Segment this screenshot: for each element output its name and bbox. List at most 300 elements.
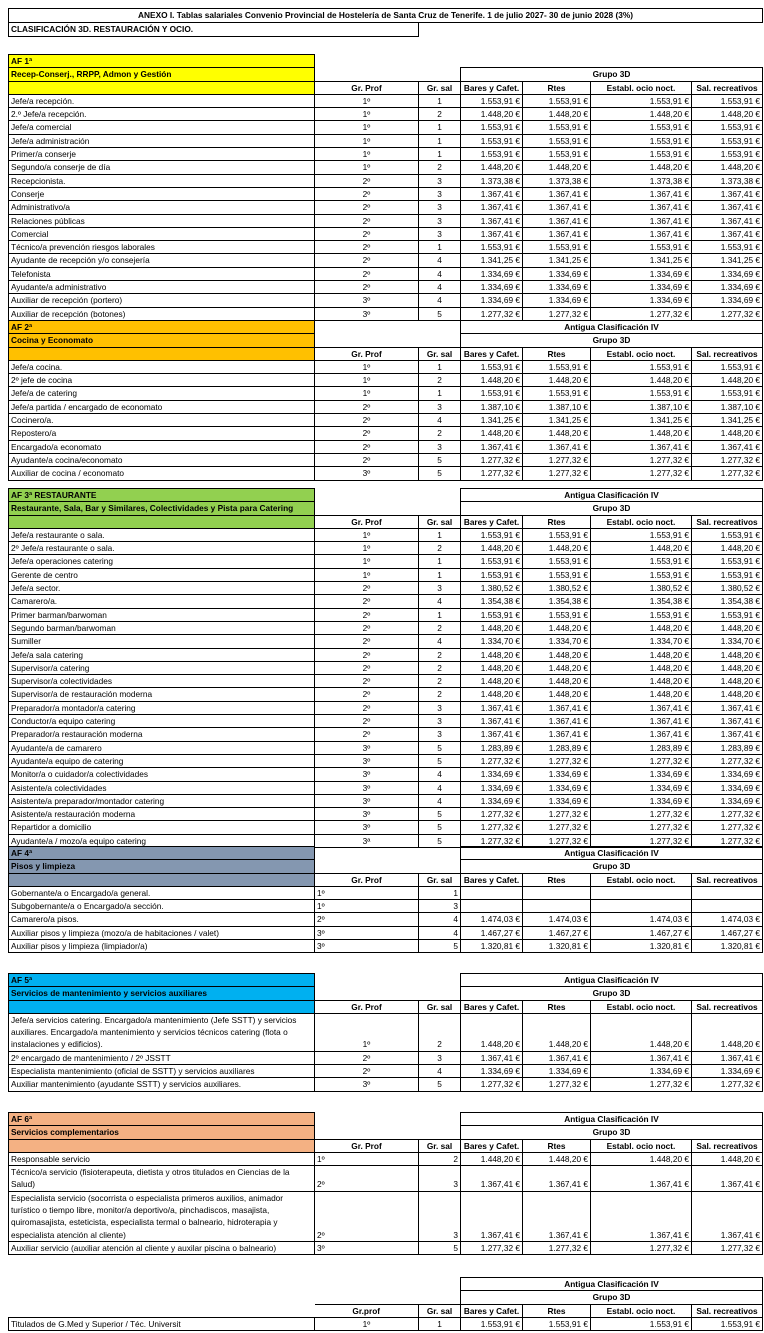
- rtes-salary: 1.277,32 €: [523, 1241, 591, 1254]
- gr-prof: 2º: [315, 453, 419, 466]
- bares-salary: 1.448,20 €: [461, 1013, 523, 1051]
- job-title: Jefe/a cocina.: [9, 360, 315, 373]
- gr-sal: 4: [419, 414, 461, 427]
- gr-prof: 2º: [315, 201, 419, 214]
- recreativos-header: Sal. recreativos: [692, 1304, 763, 1317]
- gr-prof: 2º: [315, 701, 419, 714]
- recreativos-header: Sal. recreativos: [692, 1000, 763, 1013]
- ocio-salary: 1.277,32 €: [591, 808, 692, 821]
- ocio-salary: 1.448,20 €: [591, 542, 692, 555]
- grupo-label: Grupo 3D: [461, 1291, 763, 1304]
- table-row: [9, 174, 763, 187]
- rtes-salary: 1.448,20 €: [523, 675, 591, 688]
- gr-prof: 3º: [315, 926, 419, 939]
- gr-prof: 3º: [315, 794, 419, 807]
- job-title: Preparador/a montador/a catering: [9, 701, 315, 714]
- job-title: Repostero/a: [9, 427, 315, 440]
- job-title: Comercial: [9, 227, 315, 240]
- rtes-salary: 1.334,69 €: [523, 267, 591, 280]
- recreativos-salary: 1.387,10 €: [692, 400, 763, 413]
- ocio-salary: 1.553,91 €: [591, 134, 692, 147]
- rtes-salary: 1.553,91 €: [523, 241, 591, 254]
- gr-sal-header: Gr. sal: [419, 1304, 461, 1317]
- ocio-salary: 1.334,69 €: [591, 294, 692, 307]
- rtes-salary: 1.448,20 €: [523, 1013, 591, 1051]
- table-row: [9, 542, 763, 555]
- gr-sal: 4: [419, 635, 461, 648]
- gr-sal: 3: [419, 440, 461, 453]
- table-row: [9, 121, 763, 134]
- job-title: 2.º Jefe/a recepción.: [9, 108, 315, 121]
- table-row: [9, 886, 763, 899]
- recreativos-salary: 1.341,25 €: [692, 414, 763, 427]
- bares-salary: 1.277,32 €: [461, 808, 523, 821]
- gr-prof: 3º: [315, 294, 419, 307]
- gr-sal: 2: [419, 374, 461, 387]
- rtes-header: Rtes: [523, 873, 591, 886]
- gr-sal: 2: [419, 675, 461, 688]
- gr-sal: 1: [419, 568, 461, 581]
- rtes-salary: 1.367,41 €: [523, 1191, 591, 1241]
- bares-salary: 1.367,41 €: [461, 440, 523, 453]
- recreativos-salary: 1.553,91 €: [692, 528, 763, 541]
- rtes-salary: 1.367,41 €: [523, 440, 591, 453]
- gr-sal: 4: [419, 595, 461, 608]
- recreativos-salary: 1.448,20 €: [692, 1013, 763, 1051]
- area-label: AF 2ª: [9, 321, 315, 334]
- bares-salary: 1.341,25 €: [461, 414, 523, 427]
- gr-sal: 4: [419, 781, 461, 794]
- antigua-clasificacion-label: Antigua Clasificación IV: [461, 847, 763, 860]
- rtes-salary: 1.277,32 €: [523, 834, 591, 847]
- bares-salary: [461, 900, 523, 913]
- table-row: [9, 374, 763, 387]
- rtes-salary: 1.474,03 €: [523, 913, 591, 926]
- recreativos-salary: 1.367,41 €: [692, 187, 763, 200]
- job-title: Auxiliar pisos y limpieza (mozo/a de habitaciones / valet): [9, 926, 315, 939]
- ocio-salary: 1.448,20 €: [591, 675, 692, 688]
- bares-salary: 1.448,20 €: [461, 374, 523, 387]
- gr-sal: 5: [419, 808, 461, 821]
- rtes-salary: 1.387,10 €: [523, 400, 591, 413]
- bares-salary: 1.553,91 €: [461, 528, 523, 541]
- gr-sal: 5: [419, 307, 461, 320]
- rtes-salary: 1.277,32 €: [523, 453, 591, 466]
- job-title: Ayudante/a administrativo: [9, 281, 315, 294]
- table-row: [9, 741, 763, 754]
- gr-prof: 2º: [315, 1065, 419, 1078]
- rtes-salary: 1.553,91 €: [523, 1317, 591, 1330]
- rtes-salary: 1.341,25 €: [523, 254, 591, 267]
- bares-salary: 1.448,20 €: [461, 688, 523, 701]
- grupo-label: Grupo 3D: [461, 68, 763, 81]
- gr-prof-header: Gr. Prof: [315, 873, 419, 886]
- header-row: [9, 873, 763, 886]
- rtes-salary: 1.553,91 €: [523, 360, 591, 373]
- table-row: [9, 621, 763, 634]
- job-title: Auxiliar mantenimiento (ayudante SSTT) y servicios auxiliares.: [9, 1078, 315, 1091]
- ocio-salary: 1.277,32 €: [591, 467, 692, 480]
- bares-salary: 1.553,91 €: [461, 134, 523, 147]
- header-row: [9, 81, 763, 94]
- gr-prof: 1º: [315, 108, 419, 121]
- bares-salary: 1.334,69 €: [461, 794, 523, 807]
- gr-sal: 1: [419, 608, 461, 621]
- table-row: [9, 1241, 763, 1254]
- gr-sal: 3: [419, 214, 461, 227]
- gr-sal: 1: [419, 387, 461, 400]
- ocio-salary: 1.367,41 €: [591, 728, 692, 741]
- gr-sal: 1: [419, 241, 461, 254]
- ocio-salary: 1.367,41 €: [591, 1166, 692, 1192]
- ocio-header: Establ. ocio noct.: [591, 873, 692, 886]
- rtes-header: Rtes: [523, 1304, 591, 1317]
- table-row: [9, 1152, 763, 1165]
- bares-salary: 1.553,91 €: [461, 241, 523, 254]
- grupo-label: Grupo 3D: [461, 334, 763, 347]
- gr-prof: 2º: [315, 241, 419, 254]
- ocio-salary: 1.277,32 €: [591, 821, 692, 834]
- rtes-salary: 1.367,41 €: [523, 728, 591, 741]
- table-row: [9, 1166, 763, 1192]
- rtes-salary: 1.448,20 €: [523, 161, 591, 174]
- gr-sal: 5: [419, 834, 461, 847]
- job-title: Ayudante/a / mozo/a equipo catering: [9, 834, 315, 847]
- rtes-salary: 1.553,91 €: [523, 387, 591, 400]
- recreativos-salary: 1.448,20 €: [692, 427, 763, 440]
- gr-prof: 1º: [315, 528, 419, 541]
- job-title: Auxiliar pisos y limpieza (limpiador/a): [9, 940, 315, 953]
- rtes-salary: 1.277,32 €: [523, 467, 591, 480]
- job-title: Titulados de G.Med y Superior / Téc. Universit: [9, 1317, 315, 1330]
- gr-prof: 2º: [315, 214, 419, 227]
- job-title: Jefe/a recepción.: [9, 94, 315, 107]
- recreativos-salary: 1.553,91 €: [692, 1317, 763, 1330]
- table-row: [9, 940, 763, 953]
- recreativos-salary: 1.448,20 €: [692, 675, 763, 688]
- bares-salary: 1.341,25 €: [461, 254, 523, 267]
- bares-header: Bares y Cafet.: [461, 81, 523, 94]
- bares-salary: 1.553,91 €: [461, 568, 523, 581]
- rtes-salary: 1.553,91 €: [523, 528, 591, 541]
- gr-prof: 1º: [315, 1013, 419, 1051]
- job-title: Preparador/a restauración moderna: [9, 728, 315, 741]
- recreativos-salary: 1.354,38 €: [692, 595, 763, 608]
- ocio-salary: 1.283,89 €: [591, 741, 692, 754]
- recreativos-salary: 1.448,20 €: [692, 621, 763, 634]
- gr-sal: 3: [419, 1051, 461, 1064]
- ocio-salary: 1.277,32 €: [591, 1078, 692, 1091]
- recreativos-salary: 1.334,69 €: [692, 781, 763, 794]
- gr-sal: 3: [419, 1166, 461, 1192]
- gr-sal: 4: [419, 1065, 461, 1078]
- job-title: Jefe/a administración: [9, 134, 315, 147]
- bares-salary: 1.320,81 €: [461, 940, 523, 953]
- job-title: Conductor/a equipo catering: [9, 715, 315, 728]
- section-table-5: [8, 973, 763, 1092]
- gr-prof: 1º: [315, 94, 419, 107]
- recreativos-salary: 1.553,91 €: [692, 555, 763, 568]
- table-row: [9, 794, 763, 807]
- bares-salary: 1.334,69 €: [461, 267, 523, 280]
- recreativos-salary: 1.367,41 €: [692, 701, 763, 714]
- area-name: Cocina y Economato: [9, 334, 315, 347]
- bares-salary: 1.553,91 €: [461, 94, 523, 107]
- table-row: [9, 148, 763, 161]
- antigua-clasificacion-label: Antigua Clasificación IV: [461, 321, 763, 334]
- rtes-salary: 1.334,69 €: [523, 768, 591, 781]
- gr-sal: 5: [419, 453, 461, 466]
- gr-sal: 2: [419, 661, 461, 674]
- job-title: Ayudante/a de camarero: [9, 741, 315, 754]
- job-title: 2º jefe de cocina: [9, 374, 315, 387]
- table-row: [9, 134, 763, 147]
- table-row: [9, 387, 763, 400]
- ocio-header: Establ. ocio noct.: [591, 1000, 692, 1013]
- table-row: [9, 267, 763, 280]
- ocio-salary: 1.334,69 €: [591, 267, 692, 280]
- bares-salary: 1.448,20 €: [461, 621, 523, 634]
- table-row: [9, 281, 763, 294]
- table-row: [9, 675, 763, 688]
- rtes-salary: 1.448,20 €: [523, 688, 591, 701]
- ocio-salary: 1.334,69 €: [591, 281, 692, 294]
- ocio-salary: 1.334,69 €: [591, 1065, 692, 1078]
- bares-salary: 1.367,41 €: [461, 715, 523, 728]
- job-title: Jefe/a sector.: [9, 582, 315, 595]
- gr-prof: 3º: [315, 940, 419, 953]
- recreativos-salary: 1.448,20 €: [692, 161, 763, 174]
- bares-salary: 1.334,69 €: [461, 781, 523, 794]
- recreativos-salary: 1.277,32 €: [692, 1241, 763, 1254]
- rtes-salary: 1.320,81 €: [523, 940, 591, 953]
- gr-prof: 3º: [315, 768, 419, 781]
- table-row: [9, 648, 763, 661]
- bares-salary: 1.334,69 €: [461, 294, 523, 307]
- gr-prof: 3º: [315, 821, 419, 834]
- grupo-label: Grupo 3D: [461, 1126, 763, 1139]
- job-title: Jefe/a servicios catering. Encargado/a mantenimiento (Jefe SSTT) y servicios auxiliares. Encargado/a mantenimiento y servicios técnicos catering (flota o instalaciones y edificios).: [9, 1013, 315, 1051]
- gr-sal: 1: [419, 148, 461, 161]
- gr-sal: 1: [419, 94, 461, 107]
- table-row: [9, 582, 763, 595]
- bares-salary: 1.553,91 €: [461, 387, 523, 400]
- rtes-salary: 1.467,27 €: [523, 926, 591, 939]
- gr-sal: 4: [419, 294, 461, 307]
- gr-sal-header: Gr. sal: [419, 347, 461, 360]
- rtes-salary: 1.448,20 €: [523, 374, 591, 387]
- gr-sal: 3: [419, 900, 461, 913]
- ocio-salary: 1.367,41 €: [591, 187, 692, 200]
- recreativos-salary: 1.553,91 €: [692, 121, 763, 134]
- ocio-salary: 1.367,41 €: [591, 214, 692, 227]
- job-title: Jefe/a de catering: [9, 387, 315, 400]
- gr-sal-header: Gr. sal: [419, 515, 461, 528]
- ocio-salary: 1.367,41 €: [591, 201, 692, 214]
- recreativos-salary: 1.448,20 €: [692, 661, 763, 674]
- gr-prof: 2º: [315, 440, 419, 453]
- table-row: [9, 701, 763, 714]
- rtes-salary: 1.367,41 €: [523, 227, 591, 240]
- recreativos-salary: [692, 886, 763, 899]
- bares-salary: 1.474,03 €: [461, 913, 523, 926]
- header-row: [9, 347, 763, 360]
- bares-salary: 1.448,20 €: [461, 542, 523, 555]
- gr-sal: 3: [419, 1191, 461, 1241]
- ocio-header: Establ. ocio noct.: [591, 347, 692, 360]
- gr-sal: 2: [419, 108, 461, 121]
- bares-salary: 1.277,32 €: [461, 453, 523, 466]
- table-row: [9, 467, 763, 480]
- job-title: Camarero/a pisos.: [9, 913, 315, 926]
- job-title: Supervisor/a de restauración moderna: [9, 688, 315, 701]
- gr-sal: 2: [419, 621, 461, 634]
- ocio-header: Establ. ocio noct.: [591, 1139, 692, 1152]
- table-row: [9, 414, 763, 427]
- gr-prof: 2º: [315, 174, 419, 187]
- gr-prof-header: Gr. Prof: [315, 347, 419, 360]
- table-row: [9, 728, 763, 741]
- gr-prof: 3º: [315, 1241, 419, 1254]
- gr-prof: 2º: [315, 281, 419, 294]
- ocio-salary: 1.320,81 €: [591, 940, 692, 953]
- table-row: [9, 781, 763, 794]
- job-title: Segundo/a conserje de día: [9, 161, 315, 174]
- gr-prof: 2º: [315, 187, 419, 200]
- rtes-salary: 1.354,38 €: [523, 595, 591, 608]
- bares-salary: 1.334,69 €: [461, 281, 523, 294]
- rtes-salary: 1.277,32 €: [523, 307, 591, 320]
- gr-sal: 4: [419, 768, 461, 781]
- table-row: [9, 254, 763, 267]
- rtes-salary: 1.334,69 €: [523, 294, 591, 307]
- gr-prof: 3º: [315, 307, 419, 320]
- rtes-salary: 1.277,32 €: [523, 821, 591, 834]
- bares-salary: 1.448,20 €: [461, 1152, 523, 1165]
- header-row: [9, 1139, 763, 1152]
- recreativos-salary: 1.367,41 €: [692, 1166, 763, 1192]
- ocio-salary: [591, 900, 692, 913]
- gr-prof: 2º: [315, 267, 419, 280]
- ocio-salary: 1.387,10 €: [591, 400, 692, 413]
- job-title: Monitor/a o cuidador/a colectividades: [9, 768, 315, 781]
- gr-prof: 1º: [315, 1317, 419, 1330]
- gr-prof: 1º: [315, 148, 419, 161]
- area-label: AF 3ª RESTAURANTE: [9, 489, 315, 502]
- job-title: Segundo barman/barwoman: [9, 621, 315, 634]
- ocio-salary: 1.553,91 €: [591, 148, 692, 161]
- rtes-salary: 1.448,20 €: [523, 542, 591, 555]
- recreativos-salary: 1.341,25 €: [692, 254, 763, 267]
- gr-sal: 3: [419, 582, 461, 595]
- area-name: Servicios de mantenimiento y servicios auxiliares: [9, 987, 315, 1000]
- table-row: [9, 241, 763, 254]
- gr-prof-header: Gr. Prof: [315, 1139, 419, 1152]
- table-row: [9, 453, 763, 466]
- gr-prof: 1º: [315, 161, 419, 174]
- rtes-salary: 1.553,91 €: [523, 134, 591, 147]
- antigua-clasificacion-label: Antigua Clasificación IV: [461, 1278, 763, 1291]
- document-title: ANEXO I. Tablas salariales Convenio Provincial de Hostelería de Santa Cruz de Tenerife. 1 de julio 2027- 30 de junio 2028 (3%): [9, 9, 763, 23]
- antigua-clasificacion-label: Antigua Clasificación IV: [461, 489, 763, 502]
- recreativos-salary: 1.367,41 €: [692, 214, 763, 227]
- recreativos-salary: 1.553,91 €: [692, 387, 763, 400]
- gr-sal: 2: [419, 688, 461, 701]
- gr-sal: 5: [419, 754, 461, 767]
- gr-sal: 3: [419, 400, 461, 413]
- recreativos-salary: 1.448,20 €: [692, 1152, 763, 1165]
- table-row: [9, 94, 763, 107]
- rtes-salary: 1.334,70 €: [523, 635, 591, 648]
- ocio-salary: 1.334,69 €: [591, 768, 692, 781]
- rtes-salary: 1.448,20 €: [523, 108, 591, 121]
- bares-salary: 1.334,70 €: [461, 635, 523, 648]
- table-row: [9, 161, 763, 174]
- gr-prof: 3ª: [315, 834, 419, 847]
- rtes-salary: 1.277,32 €: [523, 1078, 591, 1091]
- gr-prof-header: Gr. Prof: [315, 515, 419, 528]
- recreativos-salary: 1.277,32 €: [692, 1078, 763, 1091]
- rtes-salary: 1.367,41 €: [523, 715, 591, 728]
- recreativos-salary: 1.367,41 €: [692, 440, 763, 453]
- recreativos-salary: 1.553,91 €: [692, 608, 763, 621]
- gr-sal: 2: [419, 542, 461, 555]
- gr-prof: 2º: [315, 427, 419, 440]
- recreativos-salary: 1.474,03 €: [692, 913, 763, 926]
- recreativos-salary: 1.367,41 €: [692, 728, 763, 741]
- recreativos-salary: 1.367,41 €: [692, 227, 763, 240]
- ocio-salary: [591, 886, 692, 899]
- gr-prof: 3º: [315, 754, 419, 767]
- gr-sal-header: Gr. sal: [419, 873, 461, 886]
- gr-prof: 2º: [315, 414, 419, 427]
- bares-salary: 1.334,69 €: [461, 1065, 523, 1078]
- bares-salary: 1.277,32 €: [461, 1241, 523, 1254]
- rtes-salary: 1.367,41 €: [523, 1051, 591, 1064]
- rtes-salary: 1.553,91 €: [523, 94, 591, 107]
- table-row: [9, 821, 763, 834]
- bares-salary: 1.387,10 €: [461, 400, 523, 413]
- recreativos-salary: 1.277,32 €: [692, 453, 763, 466]
- table-row: [9, 715, 763, 728]
- gr-sal: 3: [419, 715, 461, 728]
- bares-salary: 1.380,52 €: [461, 582, 523, 595]
- recreativos-salary: [692, 900, 763, 913]
- job-title: Sumiller: [9, 635, 315, 648]
- rtes-header: Rtes: [523, 515, 591, 528]
- ocio-salary: 1.553,91 €: [591, 555, 692, 568]
- gr-prof: 1º: [315, 360, 419, 373]
- bares-salary: 1.367,41 €: [461, 187, 523, 200]
- job-title: Conserje: [9, 187, 315, 200]
- ocio-salary: 1.334,70 €: [591, 635, 692, 648]
- bares-salary: 1.367,41 €: [461, 1191, 523, 1241]
- recreativos-salary: 1.320,81 €: [692, 940, 763, 953]
- gr-sal: 3: [419, 701, 461, 714]
- gr-prof: 2º: [315, 582, 419, 595]
- recreativos-salary: 1.448,20 €: [692, 688, 763, 701]
- ocio-salary: 1.448,20 €: [591, 1152, 692, 1165]
- gr-prof: 2º: [315, 1191, 419, 1241]
- table-row: [9, 1078, 763, 1091]
- area-label: AF 1ª: [9, 55, 315, 68]
- rtes-salary: 1.367,41 €: [523, 187, 591, 200]
- recreativos-header: Sal. recreativos: [692, 347, 763, 360]
- rtes-salary: 1.334,69 €: [523, 794, 591, 807]
- bares-salary: 1.448,20 €: [461, 161, 523, 174]
- recreativos-salary: 1.277,32 €: [692, 467, 763, 480]
- job-title: Encargado/a economato: [9, 440, 315, 453]
